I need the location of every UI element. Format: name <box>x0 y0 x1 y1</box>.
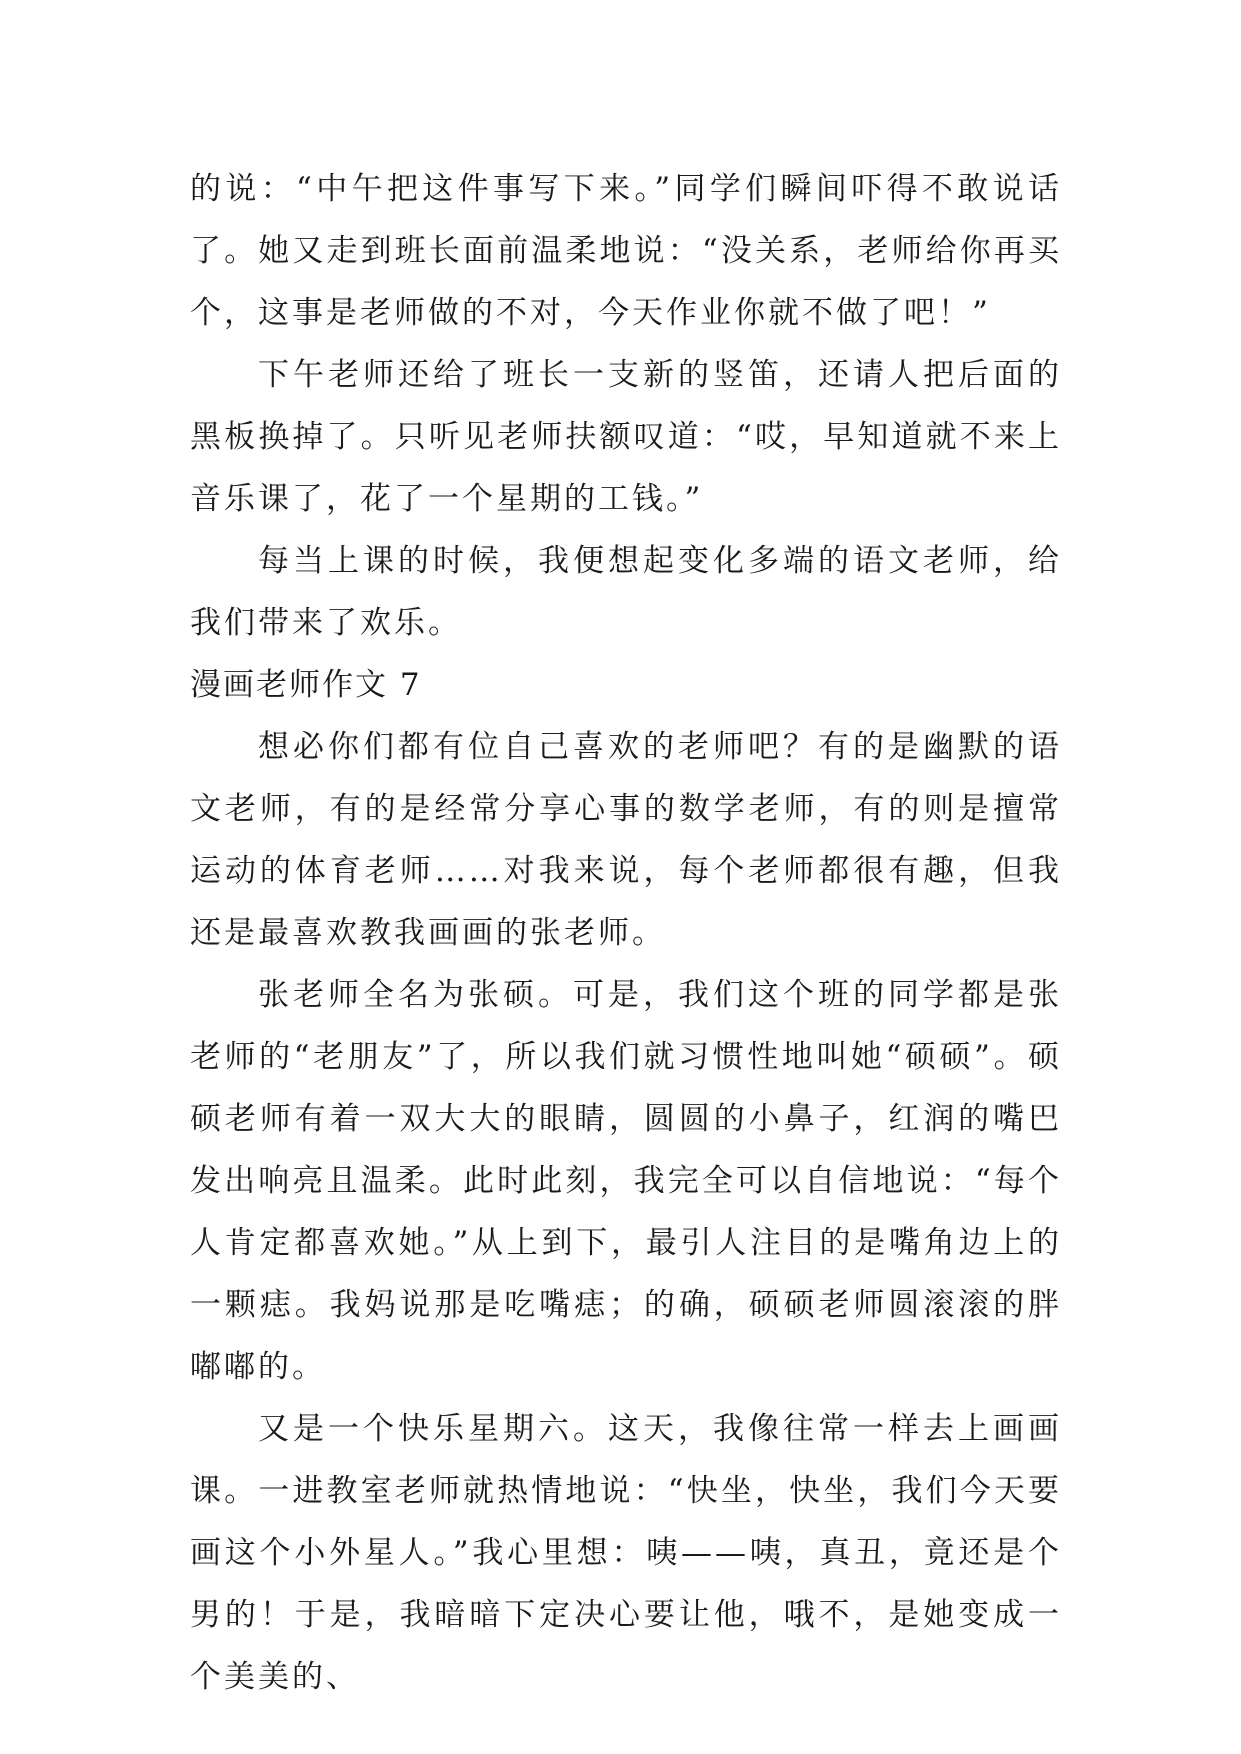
document-body <box>190 158 1062 1708</box>
section-paragraph-2: 张老师全名为张硕。可是，我们这个班的同学都是张老师的“老朋友”了，所以我们就习惯性地叫她“硕硕”。硕硕老师有着一双大大的眼睛，圆圆的小鼻子，红润的嘴巴发出响亮且温柔。此时此刻，我完全可以自信地说：“每个人肯定都喜欢她。”从上到下，最引人注目的是嘴角边上的一颗痣。我妈说那是吃嘴痣；的确，硕硕老师圆滚滚的胖嘟嘟的。 <box>190 977 1062 1385</box>
paragraph-1: 的说：“中午把这件事写下来。”同学们瞬间吓得不敢说话了。她又走到班长面前温柔地说：“没关系，老师给你再买个，这事是老师做的不对，今天作业你就不做了吧！” <box>190 171 1062 331</box>
section-paragraph-1: 想必你们都有位自己喜欢的老师吧？有的是幽默的语文老师，有的是经常分享心事的数学老师，有的则是擅常运动的体育老师……对我来说，每个老师都很有趣，但我还是最喜欢教我画画的张老师。 <box>190 729 1062 951</box>
paragraph-2: 下午老师还给了班长一支新的竖笛，还请人把后面的黑板换掉了。只听见老师扶额叹道：“哎，早知道就不来上音乐课了，花了一个星期的工钱。” <box>190 357 1062 517</box>
section-title: 漫画老师作文 7 <box>190 667 422 703</box>
paragraph-3: 每当上课的时候，我便想起变化多端的语文老师，给我们带来了欢乐。 <box>190 543 1062 641</box>
section-paragraph-3: 又是一个快乐星期六。这天，我像往常一样去上画画课。一进教室老师就热情地说：“快坐，快坐，我们今天要画这个小外星人。”我心里想：咦——咦，真丑，竟还是个男的！于是，我暗暗下定决心要让他，哦不，是她变成一个美美的、 <box>190 1411 1062 1695</box>
